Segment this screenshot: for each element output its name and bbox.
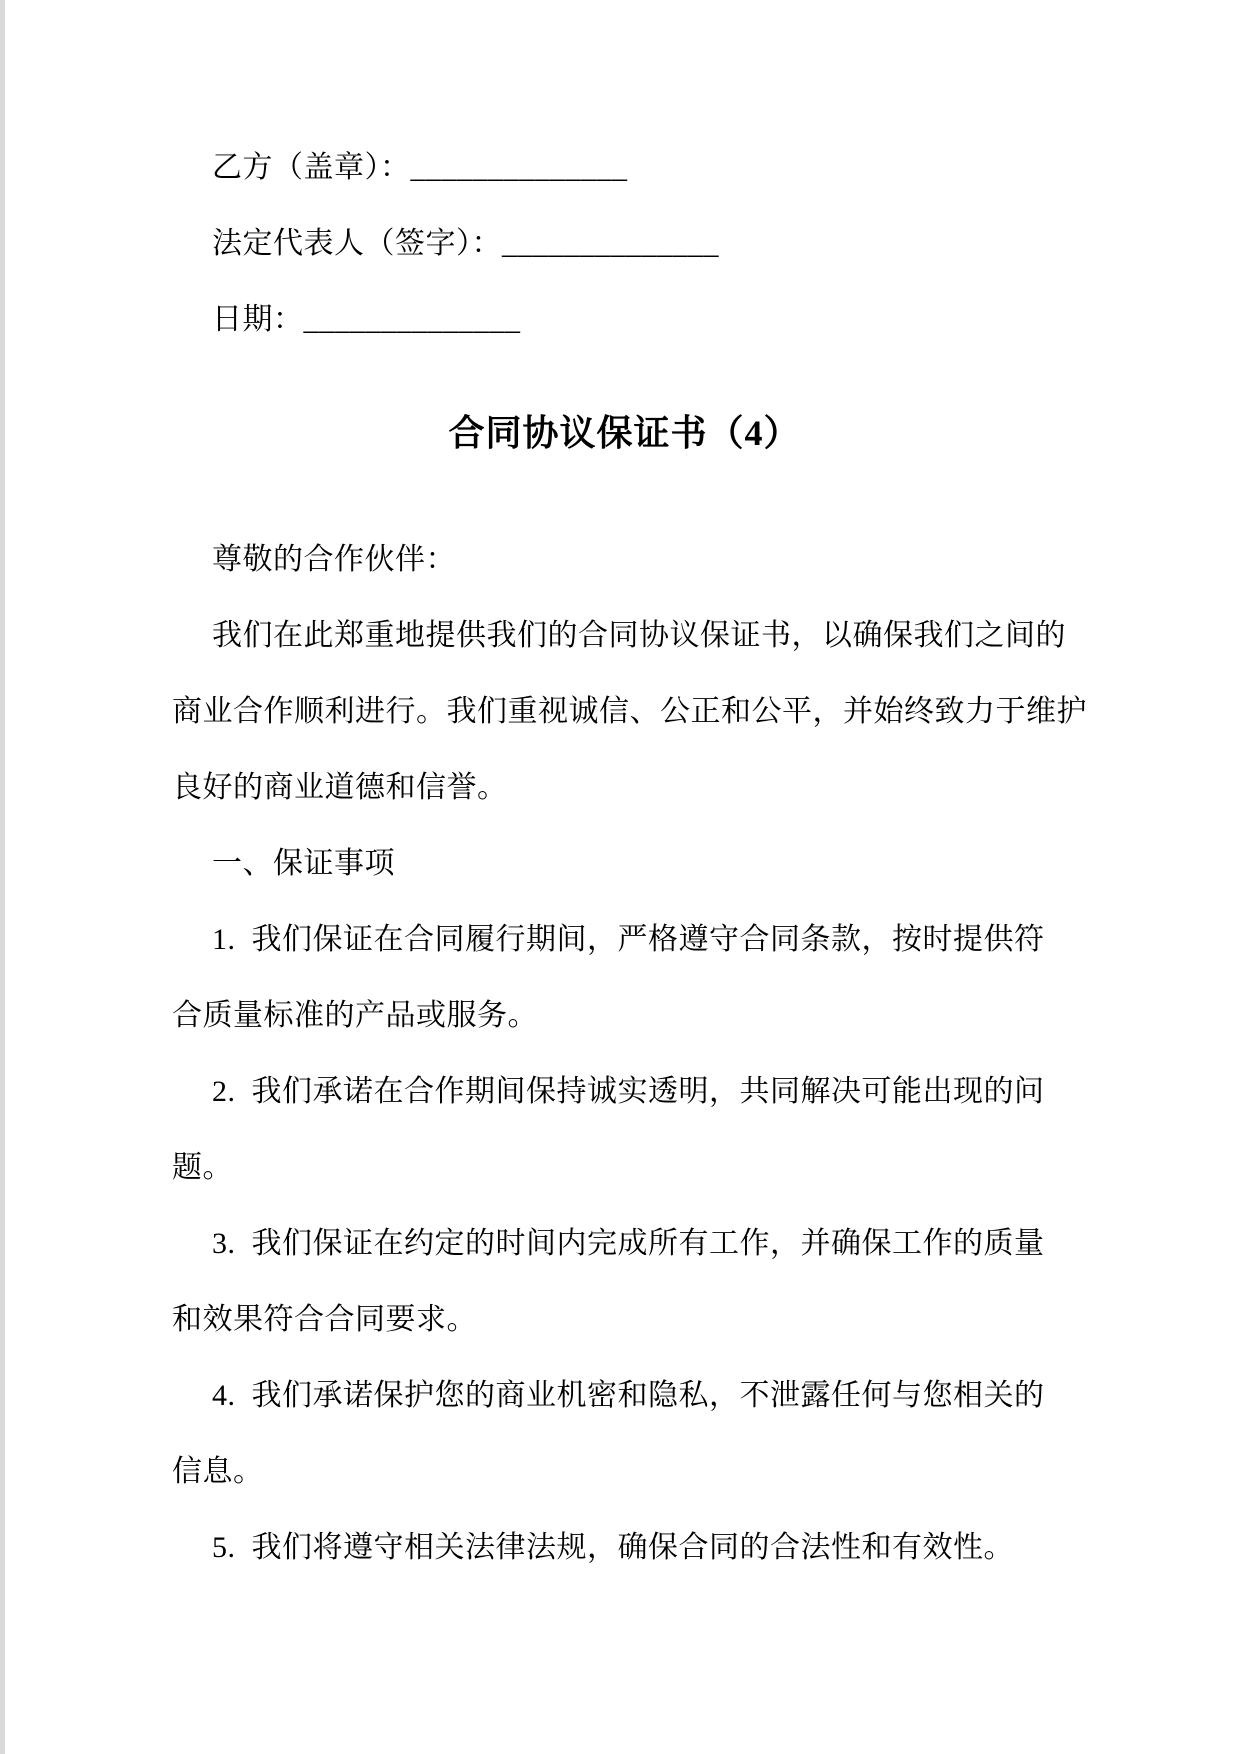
signature-line: 法定代表人（签字）：______________ bbox=[212, 227, 719, 260]
guarantee-item-2-line: 2. 我们承诺在合作期间保持诚实透明，共同解决可能出现的问 bbox=[212, 1075, 1045, 1108]
signature-block bbox=[172, 130, 1077, 358]
guarantee-item-4-line: 4. 我们承诺保护您的商业机密和隐私，不泄露任何与您相关的 bbox=[212, 1379, 1045, 1412]
section-heading-line: 一、保证事项 bbox=[212, 847, 395, 880]
intro-paragraph-line: 我们在此郑重地提供我们的合同协议保证书，以确保我们之间的 bbox=[212, 619, 1066, 652]
salutation-line: 尊敬的合作伙伴： bbox=[212, 543, 456, 576]
signature-line: 乙方（盖章）：______________ bbox=[212, 151, 628, 184]
guarantee-item-5-line: 5. 我们将遵守相关法律法规，确保合同的合法性和有效性。 bbox=[212, 1531, 1014, 1564]
guarantee-item-4-line: 信息。 bbox=[172, 1455, 264, 1488]
page-left-edge bbox=[0, 0, 5, 1754]
guarantee-item-1-line: 合质量标准的产品或服务。 bbox=[172, 999, 538, 1032]
intro-paragraph-line: 商业合作顺利进行。我们重视诚信、公正和公平，并始终致力于维护 bbox=[172, 695, 1087, 728]
guarantee-item-2-line: 题。 bbox=[172, 1151, 233, 1184]
intro-paragraph-line: 良好的商业道德和信誉。 bbox=[172, 771, 508, 804]
document-title: 合同协议保证书（4） bbox=[448, 413, 801, 453]
signature-line: 日期：______________ bbox=[212, 303, 521, 336]
document-body bbox=[172, 522, 1087, 1586]
guarantee-item-3-line: 3. 我们保证在约定的时间内完成所有工作，并确保工作的质量 bbox=[212, 1227, 1045, 1260]
guarantee-item-1-line: 1. 我们保证在合同履行期间，严格遵守合同条款，按时提供符 bbox=[212, 923, 1045, 956]
guarantee-item-3-line: 和效果符合合同要求。 bbox=[172, 1303, 477, 1336]
